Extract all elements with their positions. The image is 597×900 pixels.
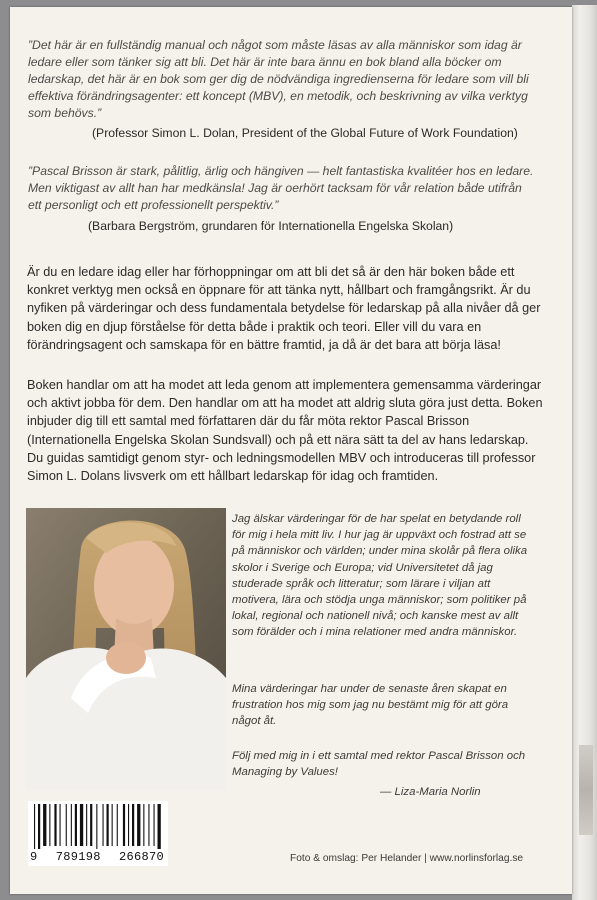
barcode-bar bbox=[158, 804, 161, 849]
barcode-bar bbox=[38, 804, 40, 849]
barcode-bar bbox=[49, 804, 50, 846]
quote-bergstrom-attribution: (Barbara Bergström, grundaren för Internationella Engelska Skolan) bbox=[88, 219, 454, 233]
description-paragraph-2: Boken handlar om att ha modet att leda genom att implementera gemensamma värderingar och aktivt jobba för dem. Den handlar om att ha modet att aldrig sluta göra just detta. Boken inbjuder dig till ett samtal med författaren där du får möta rektor Pascal Brisson (Internationella Engelska Skolan Sundsvall) och på ett nära sätt ta del av hans ledarskap. Du guidas samtidigt genom styr- och ledningsmodellen MBV och introduceras till professor Simon L. Dolans livsverk om ett hållbart ledarskap för idag och framtiden. bbox=[27, 378, 543, 484]
credits: Foto & omslag: Per Helander | www.norlinsforlag.se bbox=[290, 853, 524, 864]
barcode-bar bbox=[117, 804, 118, 846]
quote-dolan-attribution: (Professor Simon L. Dolan, President of the Global Future of Work Foundation) bbox=[92, 126, 518, 140]
isbn-left-group: 789198 bbox=[55, 850, 101, 864]
barcode-bar bbox=[66, 804, 67, 846]
spine-label bbox=[579, 745, 593, 835]
barcode-bar bbox=[154, 804, 155, 846]
barcode-bar bbox=[132, 804, 134, 846]
author-bio-paragraph-2: Mina värderingar har under de senaste åren skapat en frustration hos mig som jag nu bestämt mig för att göra något åt. bbox=[232, 683, 509, 728]
barcode-bar bbox=[90, 804, 92, 846]
description-paragraph-1: Är du en ledare idag eller har förhoppningar om att bli det så är den här boken både ett konkret verktyg men också en öppnare för att tänka nytt, hållbart och framgångsrikt. Är du nyfiken på värderingar och dess fundamentala betydelse för ledarskap på alla nivåer då ger boken dig en djup förståelse för detta både i praktik och teori. Eller vill du vara en förändringsagent och samskapa för en bättre framtid, ja då är det bara att börja läsa! bbox=[27, 265, 541, 352]
barcode-bar bbox=[34, 804, 35, 849]
barcode-bar bbox=[60, 804, 61, 846]
author-bio-paragraph-3: Följ med mig in i ett samtal med rektor Pascal Brisson och Managing by Values! bbox=[232, 750, 526, 779]
barcode-bar bbox=[96, 804, 97, 849]
isbn-number bbox=[30, 850, 164, 864]
barcode-bar bbox=[107, 804, 109, 846]
barcode-bar bbox=[112, 804, 113, 846]
barcode-bar bbox=[71, 804, 72, 846]
barcode-bar bbox=[75, 804, 77, 846]
quote-dolan: ”Det här är en fullständig manual och något som måste läsas av alla människor som idag är ledare eller som tänker sig att bli. Det här är inte bara ännu en bok bland alla böcker om ledarskap, det här är en bok som ger dig de nödvändiga ingredienserna för ledare som vill bli effektiva förändringsagenter: ett koncept (MBV), en metodik, och beskrivning av vilka verktyg som behövs.” bbox=[28, 38, 529, 120]
isbn-lead-digit: 9 bbox=[30, 850, 38, 864]
barcode-bar bbox=[103, 804, 104, 846]
barcode-bar bbox=[86, 804, 87, 846]
barcode-bar bbox=[123, 804, 125, 846]
barcode-bar bbox=[128, 804, 129, 846]
barcode-bar bbox=[80, 804, 83, 846]
barcode-bar bbox=[148, 804, 149, 846]
author-signature: — Liza-Maria Norlin bbox=[380, 786, 481, 798]
barcode-bar bbox=[54, 804, 56, 846]
author-bio-paragraph-1: Jag älskar värderingar för de har spelat en betydande roll för mig i hela mitt liv. I hur jag är uppväxt och fostrad att se på människor och världen; under mina skolår på flera olika skolor i Sverige och Europa; vid Universitetet då jag studerade språk och litteratur; som lärare i viljan att motivera, lära och stödja unga människor; som politiker på lokal, regional och nationell nivå; och kanske mest av allt som förälder och i mina relationer med andra människor. bbox=[232, 513, 528, 639]
author-photo bbox=[26, 508, 226, 791]
isbn-right-group: 266870 bbox=[118, 850, 164, 864]
barcode-bar bbox=[43, 804, 46, 846]
barcode-bar bbox=[143, 804, 144, 846]
barcode-bar bbox=[137, 804, 140, 846]
quote-bergstrom: ”Pascal Brisson är stark, pålitlig, ärlig och hängiven — helt fantastiska kvalitéer hos en ledare. Men viktigast av allt han har medkänsla! Jag är oerhört tacksam för vår relation både utifrån ett personligt och ett professionellt perspektiv.” bbox=[28, 164, 534, 212]
